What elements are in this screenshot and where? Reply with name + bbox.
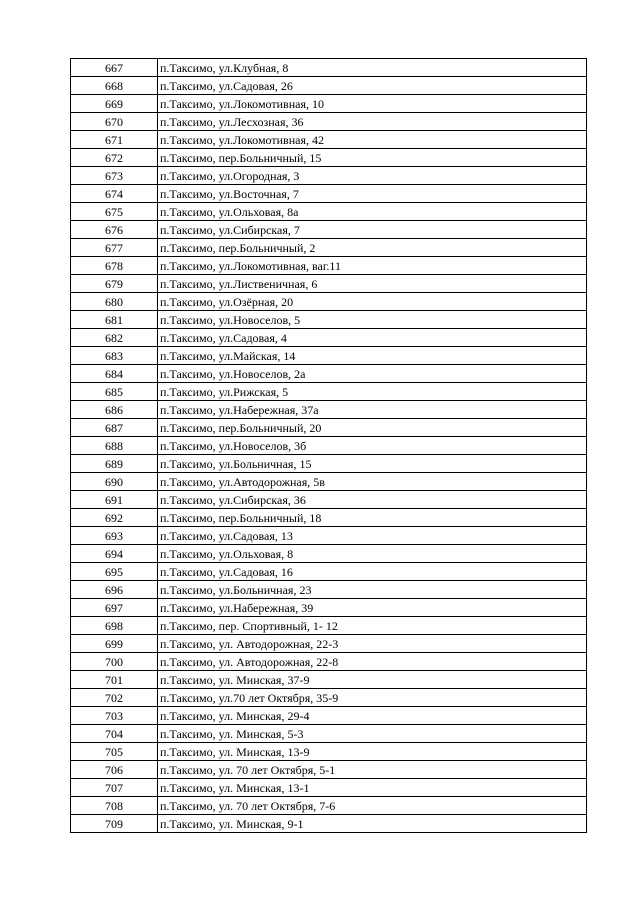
- row-number-cell: 671: [71, 131, 158, 149]
- address-cell: п.Таксимо, пер.Больничный, 18: [158, 509, 587, 527]
- row-number-cell: 669: [71, 95, 158, 113]
- row-number-cell: 702: [71, 689, 158, 707]
- row-number-cell: 701: [71, 671, 158, 689]
- address-cell: п.Таксимо, пер.Больничный, 15: [158, 149, 587, 167]
- table-row: [71, 329, 587, 347]
- row-number-cell: 688: [71, 437, 158, 455]
- table-row: [71, 383, 587, 401]
- table-row: [71, 203, 587, 221]
- address-cell: п.Таксимо, ул.Восточная, 7: [158, 185, 587, 203]
- table-row: [71, 707, 587, 725]
- row-number-cell: 709: [71, 815, 158, 833]
- table-row: [71, 599, 587, 617]
- table-row: [71, 59, 587, 77]
- row-number-cell: 699: [71, 635, 158, 653]
- table-row: [71, 743, 587, 761]
- row-number-cell: 684: [71, 365, 158, 383]
- address-cell: п.Таксимо, пер. Спортивный, 1- 12: [158, 617, 587, 635]
- row-number-cell: 668: [71, 77, 158, 95]
- table-row: [71, 653, 587, 671]
- table-row: [71, 77, 587, 95]
- address-cell: п.Таксимо, ул.Новоселов, 3б: [158, 437, 587, 455]
- table-row: [71, 725, 587, 743]
- table-row: [71, 419, 587, 437]
- table-row: [71, 185, 587, 203]
- row-number-cell: 694: [71, 545, 158, 563]
- row-number-cell: 690: [71, 473, 158, 491]
- row-number-cell: 678: [71, 257, 158, 275]
- table-row: [71, 797, 587, 815]
- table-row: [71, 617, 587, 635]
- row-number-cell: 698: [71, 617, 158, 635]
- table-row: [71, 401, 587, 419]
- table-row: [71, 815, 587, 833]
- table-row: [71, 581, 587, 599]
- address-cell: п.Таксимо, ул.Новоселов, 2а: [158, 365, 587, 383]
- address-cell: п.Таксимо, ул.Автодорожная, 5в: [158, 473, 587, 491]
- table-row: [71, 779, 587, 797]
- address-cell: п.Таксимо, ул. Автодорожная, 22-3: [158, 635, 587, 653]
- address-cell: п.Таксимо, ул.Лесхозная, 36: [158, 113, 587, 131]
- address-cell: п.Таксимо, ул. Минская, 37-9: [158, 671, 587, 689]
- address-cell: п.Таксимо, ул.Локомотивная, ваг.11: [158, 257, 587, 275]
- address-cell: п.Таксимо, ул.Озёрная, 20: [158, 293, 587, 311]
- address-cell: п.Таксимо, ул.Садовая, 13: [158, 527, 587, 545]
- table-row: [71, 275, 587, 293]
- address-cell: п.Таксимо, ул. 70 лет Октября, 5-1: [158, 761, 587, 779]
- address-cell: п.Таксимо, ул. Минская, 13-1: [158, 779, 587, 797]
- address-cell: п.Таксимо, ул.Набережная, 39: [158, 599, 587, 617]
- row-number-cell: 667: [71, 59, 158, 77]
- row-number-cell: 703: [71, 707, 158, 725]
- table-row: [71, 95, 587, 113]
- address-table: [70, 58, 587, 833]
- address-cell: п.Таксимо, ул.Огородная, 3: [158, 167, 587, 185]
- row-number-cell: 687: [71, 419, 158, 437]
- table-row: [71, 311, 587, 329]
- address-cell: п.Таксимо, ул.Майская, 14: [158, 347, 587, 365]
- row-number-cell: 673: [71, 167, 158, 185]
- row-number-cell: 674: [71, 185, 158, 203]
- table-row: [71, 545, 587, 563]
- address-cell: п.Таксимо, ул.Лиственичная, 6: [158, 275, 587, 293]
- table-row: [71, 563, 587, 581]
- row-number-cell: 683: [71, 347, 158, 365]
- address-cell: п.Таксимо, ул. Минская, 5-3: [158, 725, 587, 743]
- row-number-cell: 685: [71, 383, 158, 401]
- address-cell: п.Таксимо, ул.Рижская, 5: [158, 383, 587, 401]
- address-cell: п.Таксимо, ул.Сибирская, 7: [158, 221, 587, 239]
- row-number-cell: 682: [71, 329, 158, 347]
- row-number-cell: 681: [71, 311, 158, 329]
- table-row: [71, 491, 587, 509]
- table-row: [71, 365, 587, 383]
- table-row: [71, 113, 587, 131]
- table-row: [71, 347, 587, 365]
- address-cell: п.Таксимо, ул.Садовая, 26: [158, 77, 587, 95]
- table-row: [71, 671, 587, 689]
- address-cell: п.Таксимо, ул. Минская, 13-9: [158, 743, 587, 761]
- address-cell: п.Таксимо, ул.Ольховая, 8: [158, 545, 587, 563]
- address-cell: п.Таксимо, ул. Минская, 9-1: [158, 815, 587, 833]
- row-number-cell: 697: [71, 599, 158, 617]
- address-cell: п.Таксимо, ул.70 лет Октября, 35-9: [158, 689, 587, 707]
- address-cell: п.Таксимо, ул.Сибирская, 36: [158, 491, 587, 509]
- table-row: [71, 131, 587, 149]
- address-cell: п.Таксимо, ул.Новоселов, 5: [158, 311, 587, 329]
- row-number-cell: 705: [71, 743, 158, 761]
- row-number-cell: 672: [71, 149, 158, 167]
- table-row: [71, 437, 587, 455]
- table-row: [71, 149, 587, 167]
- row-number-cell: 696: [71, 581, 158, 599]
- row-number-cell: 691: [71, 491, 158, 509]
- row-number-cell: 707: [71, 779, 158, 797]
- table-row: [71, 509, 587, 527]
- address-cell: п.Таксимо, ул. Автодорожная, 22-8: [158, 653, 587, 671]
- table-row: [71, 689, 587, 707]
- table-row: [71, 239, 587, 257]
- address-cell: п.Таксимо, ул.Ольховая, 8а: [158, 203, 587, 221]
- table-row: [71, 293, 587, 311]
- row-number-cell: 679: [71, 275, 158, 293]
- address-cell: п.Таксимо, ул.Локомотивная, 42: [158, 131, 587, 149]
- address-cell: п.Таксимо, ул.Садовая, 4: [158, 329, 587, 347]
- row-number-cell: 695: [71, 563, 158, 581]
- table-row: [71, 527, 587, 545]
- row-number-cell: 676: [71, 221, 158, 239]
- address-cell: п.Таксимо, ул.Садовая, 16: [158, 563, 587, 581]
- table-row: [71, 257, 587, 275]
- row-number-cell: 675: [71, 203, 158, 221]
- row-number-cell: 704: [71, 725, 158, 743]
- table-row: [71, 473, 587, 491]
- table-row: [71, 167, 587, 185]
- address-cell: п.Таксимо, ул.Локомотивная, 10: [158, 95, 587, 113]
- address-cell: п.Таксимо, пер.Больничный, 2: [158, 239, 587, 257]
- table-row: [71, 635, 587, 653]
- table-row: [71, 761, 587, 779]
- row-number-cell: 692: [71, 509, 158, 527]
- row-number-cell: 700: [71, 653, 158, 671]
- row-number-cell: 677: [71, 239, 158, 257]
- row-number-cell: 708: [71, 797, 158, 815]
- row-number-cell: 689: [71, 455, 158, 473]
- row-number-cell: 706: [71, 761, 158, 779]
- table-row: [71, 455, 587, 473]
- row-number-cell: 693: [71, 527, 158, 545]
- row-number-cell: 686: [71, 401, 158, 419]
- address-cell: п.Таксимо, ул.Больничная, 15: [158, 455, 587, 473]
- address-cell: п.Таксимо, ул.Набережная, 37а: [158, 401, 587, 419]
- address-cell: п.Таксимо, ул.Больничная, 23: [158, 581, 587, 599]
- row-number-cell: 670: [71, 113, 158, 131]
- address-cell: п.Таксимо, ул. 70 лет Октября, 7-6: [158, 797, 587, 815]
- table-row: [71, 221, 587, 239]
- address-table-body: [71, 59, 587, 833]
- address-cell: п.Таксимо, пер.Больничный, 20: [158, 419, 587, 437]
- row-number-cell: 680: [71, 293, 158, 311]
- address-cell: п.Таксимо, ул. Минская, 29-4: [158, 707, 587, 725]
- address-cell: п.Таксимо, ул.Клубная, 8: [158, 59, 587, 77]
